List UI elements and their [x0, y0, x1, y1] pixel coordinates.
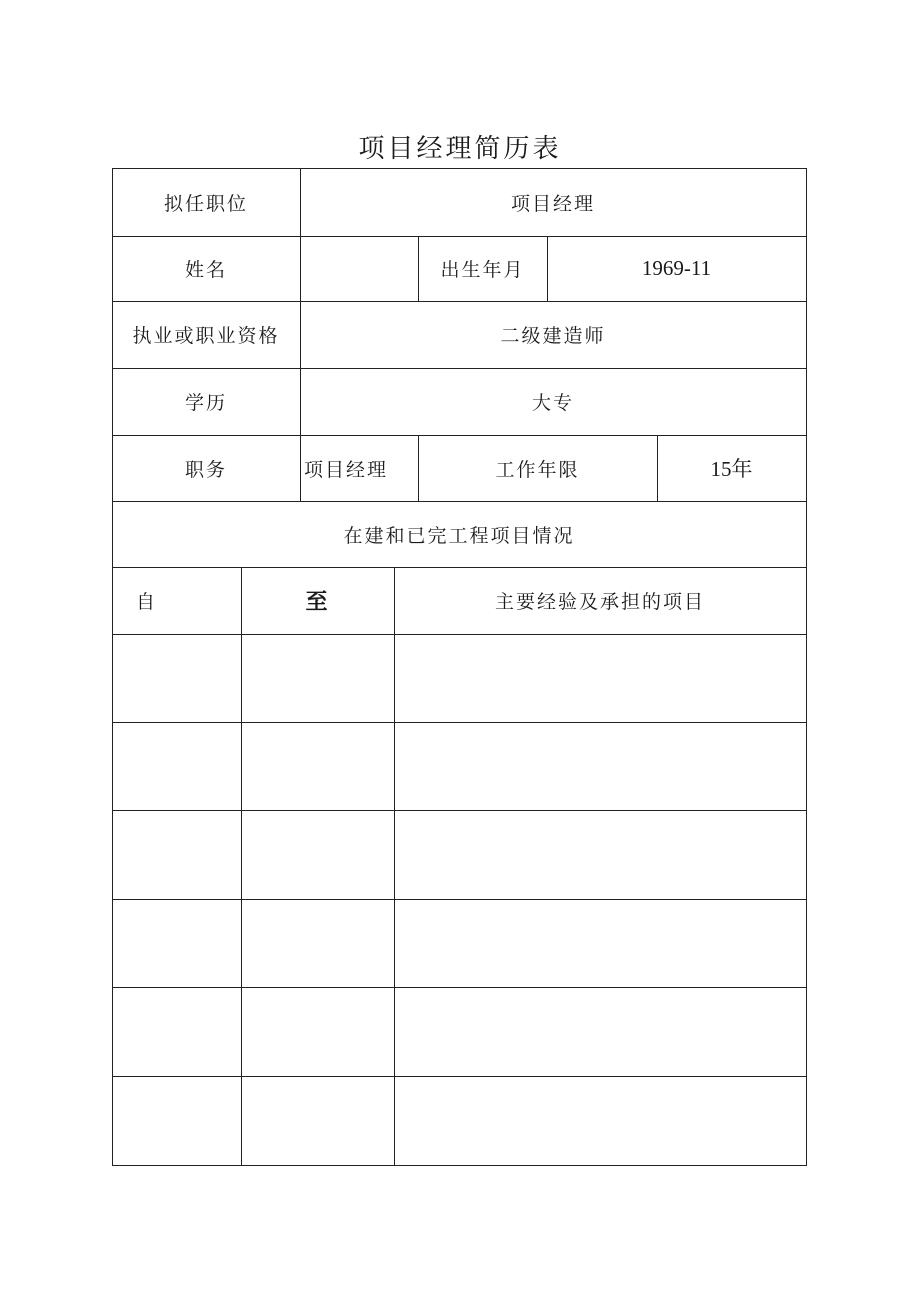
name-value [300, 236, 418, 301]
table-border-bottom [112, 1165, 807, 1166]
project-row-3-from [112, 810, 241, 899]
project-row-5-to [241, 987, 394, 1076]
project-row-5-experience [394, 987, 806, 1076]
table-border-right [806, 168, 807, 1166]
project-row-6-to [241, 1076, 394, 1165]
project-row-2-to [241, 722, 394, 810]
project-row-3-experience [394, 810, 806, 899]
education-value: 大专 [531, 392, 574, 414]
name-label: 姓名 [184, 259, 227, 281]
years-value: 15年 [710, 457, 753, 481]
education-label: 学历 [184, 392, 227, 414]
qualification-value: 二级建造师 [500, 325, 606, 347]
project-row-4-to [241, 899, 394, 987]
birth-value: 1969-11 [641, 256, 712, 280]
project-row-1-from [112, 634, 241, 722]
col-to-header: 至 [305, 590, 330, 615]
project-row-4-from [112, 899, 241, 987]
duty-value: 项目经理 [304, 458, 389, 481]
project-row-2-from [112, 722, 241, 810]
duty-label: 职务 [184, 458, 227, 481]
project-row-1-experience [394, 634, 806, 722]
qualification-label: 执业或职业资格 [132, 325, 280, 347]
page-title: 项目经理简历表 [358, 134, 562, 164]
col-from-header: 自 [135, 591, 157, 613]
position-label: 拟任职位 [163, 192, 248, 215]
birth-label: 出生年月 [440, 259, 525, 281]
col-experience-header: 主要经验及承担的项目 [494, 591, 705, 613]
project-row-6-experience [394, 1076, 806, 1165]
project-row-6-from [112, 1076, 241, 1165]
project-row-3-to [241, 810, 394, 899]
project-row-5-from [112, 987, 241, 1076]
projects-heading: 在建和已完工程项目情况 [343, 524, 575, 547]
project-row-1-to [241, 634, 394, 722]
position-value: 项目经理 [510, 192, 595, 215]
project-row-2-experience [394, 722, 806, 810]
project-row-4-experience [394, 899, 806, 987]
years-label: 工作年限 [495, 458, 580, 481]
